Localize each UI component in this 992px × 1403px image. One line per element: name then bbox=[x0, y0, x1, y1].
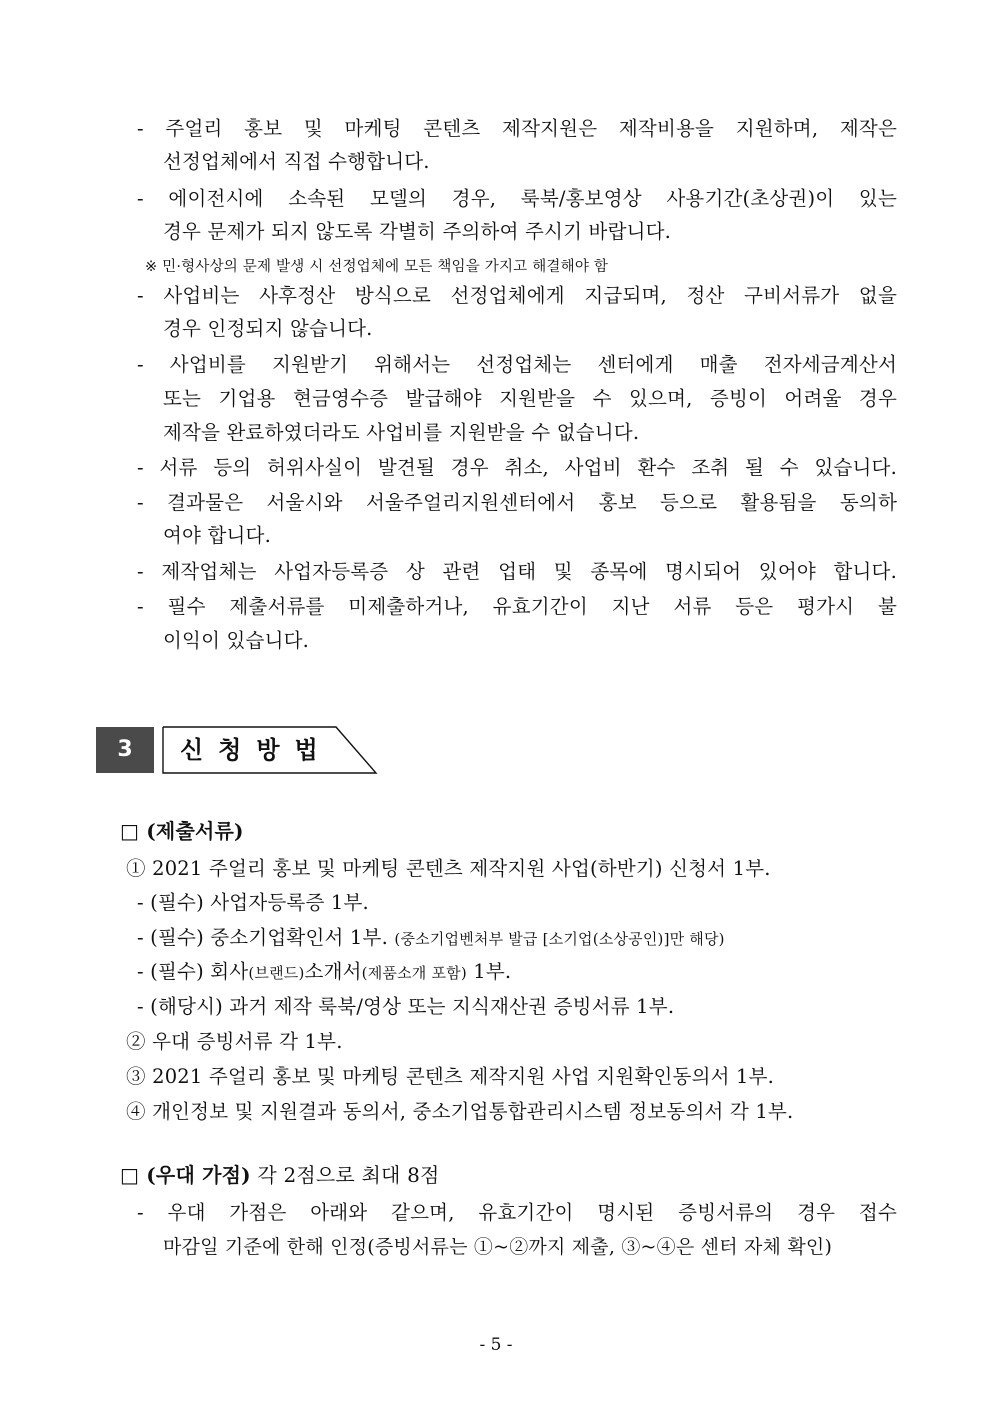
section-number: 3 bbox=[96, 727, 154, 773]
bullet-tax-invoice: - 사업비를 지원받기 위해서는 선정업체는 센터에게 매출 전자세금계산서 bbox=[137, 353, 897, 376]
submit-sub-3-e: 1부. bbox=[466, 960, 512, 983]
submit-sub-3 bbox=[137, 959, 511, 986]
submit-sub-2-main: - (필수) 중소기업확인서 1부. bbox=[137, 926, 388, 949]
bullet-false-documents: - 서류 등의 허위사실이 발견될 경우 취소, 사업비 환수 조취 될 수 있습니다. bbox=[137, 456, 897, 479]
bullet-results-usage-cont: 여야 합니다. bbox=[163, 524, 271, 547]
submit-item-1: ① 2021 주얼리 홍보 및 마케팅 콘텐츠 제작지원 사업(하반기) 신청서 1부. bbox=[126, 857, 771, 880]
bonus-line-1: - 우대 가점은 아래와 같으며, 유효기간이 명시된 증빙서류의 경우 접수 bbox=[137, 1201, 897, 1224]
page-number: - 5 - bbox=[479, 1335, 513, 1355]
submit-docs-heading: □ (제출서류) bbox=[120, 819, 244, 843]
bullet-required-documents: - 필수 제출서류를 미제출하거나, 유효기간이 지난 서류 등은 평가시 불 bbox=[137, 595, 897, 618]
bullet-tax-invoice-cont1: 또는 기업용 현금영수증 발급해야 지원받을 수 있으며, 증빙이 어려울 경우 bbox=[163, 387, 897, 410]
submit-sub-3-note: (제품소개 포함) bbox=[361, 964, 467, 982]
bullet-business-registration: - 제작업체는 사업자등록증 상 관련 업태 및 종목에 명시되어 있어야 합니다. bbox=[137, 560, 897, 583]
submit-sub-1: - (필수) 사업자등록증 1부. bbox=[137, 891, 369, 914]
submit-item-2: ② 우대 증빙서류 각 1부. bbox=[126, 1030, 343, 1053]
bullet-model-rights: - 에이전시에 소속된 모델의 경우, 룩북/홍보영상 사용기간(초상권)이 있는 bbox=[137, 187, 897, 210]
bullet-production-support-cont: 선정업체에서 직접 수행합니다. bbox=[163, 150, 430, 173]
bullet-production-support: - 주얼리 홍보 및 마케팅 콘텐츠 제작지원은 제작비용을 지원하며, 제작은 bbox=[137, 117, 897, 140]
liability-note: ※ 민·형사상의 문제 발생 시 선정업체에 모든 책임을 가지고 해결해야 함 bbox=[145, 259, 609, 275]
bullet-settlement: - 사업비는 사후정산 방식으로 선정업체에게 지급되며, 정산 구비서류가 없을 bbox=[137, 284, 897, 307]
section-title-box bbox=[162, 726, 378, 774]
submit-sub-3-c: 소개서 bbox=[304, 960, 362, 983]
bullet-required-documents-cont: 이익이 있습니다. bbox=[163, 629, 310, 652]
submit-sub-3-brand: (브랜드) bbox=[248, 964, 305, 982]
bullet-tax-invoice-cont2: 제작을 완료하였더라도 사업비를 지원받을 수 없습니다. bbox=[163, 421, 640, 444]
bullet-settlement-cont: 경우 인정되지 않습니다. bbox=[163, 317, 373, 340]
submit-sub-3-a: - (필수) 회사 bbox=[137, 960, 249, 983]
submit-item-4: ④ 개인정보 및 지원결과 동의서, 중소기업통합관리시스템 정보동의서 각 1부. bbox=[126, 1100, 794, 1123]
bonus-heading-rest: 각 2점으로 최대 8점 bbox=[250, 1163, 440, 1187]
bullet-results-usage: - 결과물은 서울시와 서울주얼리지원센터에서 홍보 등으로 활용됨을 동의하 bbox=[137, 491, 897, 514]
bonus-line-2: 마감일 기준에 한해 인정(증빙서류는 ①~②까지 제출, ③~④은 센터 자체 확인) bbox=[163, 1236, 833, 1258]
section-title: 신청방법 bbox=[180, 736, 333, 764]
submit-sub-4: - (해당시) 과거 제작 룩북/영상 또는 지식재산권 증빙서류 1부. bbox=[137, 995, 675, 1018]
submit-item-3: ③ 2021 주얼리 홍보 및 마케팅 콘텐츠 제작지원 사업 지원확인동의서 1부. bbox=[126, 1065, 775, 1088]
bonus-heading-label: □ (우대 가점) bbox=[120, 1163, 251, 1187]
submit-sub-2 bbox=[137, 925, 725, 952]
bonus-heading bbox=[120, 1162, 440, 1188]
bullet-model-rights-cont: 경우 문제가 되지 않도록 각별히 주의하여 주시기 바랍니다. bbox=[163, 220, 672, 243]
submit-sub-2-note: (중소기업벤처부 발급 [소기업(소상공인)]만 해당) bbox=[394, 930, 725, 948]
